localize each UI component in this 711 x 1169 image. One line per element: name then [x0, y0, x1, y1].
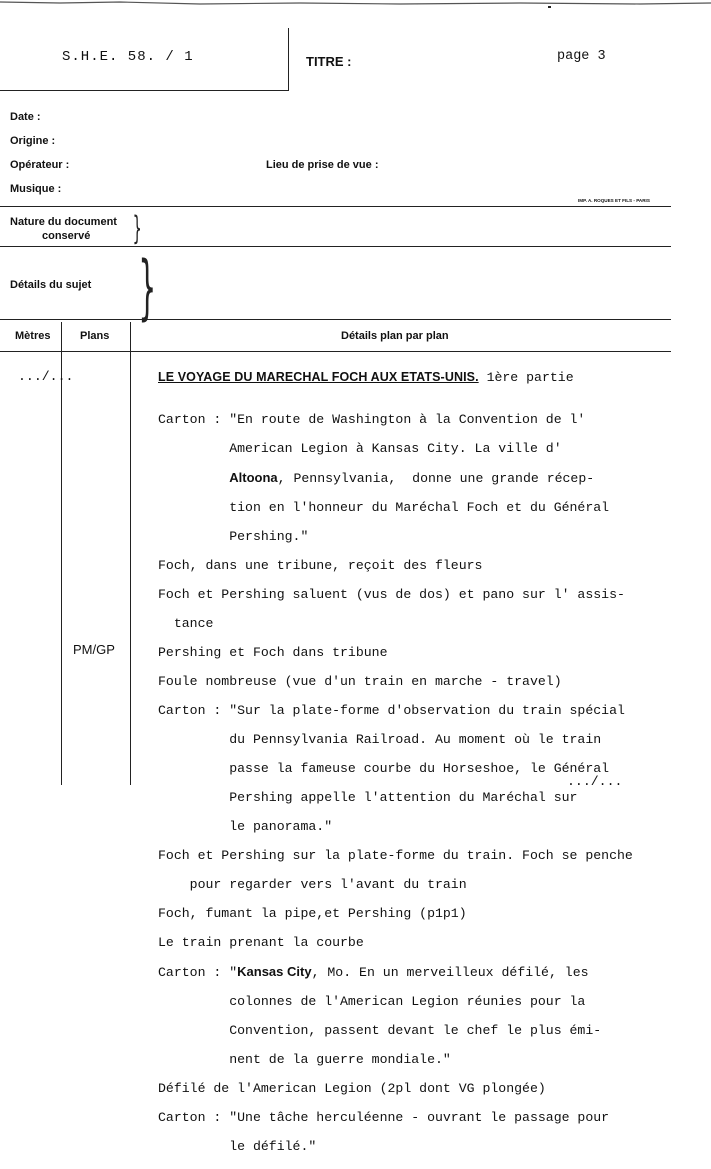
continuation-mark: .../... [567, 774, 623, 789]
line: le panorama." [158, 818, 333, 834]
line: Défilé de l'American Legion (2pl dont VG plongée) [158, 1080, 546, 1096]
rule-4 [0, 351, 671, 352]
sujet-brace: } [138, 246, 157, 328]
line: Pershing appelle l'attention du Maréchal sur [158, 789, 578, 805]
line: Carton : "En route de Washington à la Convention de l' [158, 411, 586, 427]
document-ref: S.H.E. 58. / 1 [62, 49, 194, 65]
line: nent de la guerre mondiale." [158, 1051, 451, 1067]
line: colonnes de l'American Legion réunies pour la [158, 993, 586, 1009]
nature-label-1: Nature du document [10, 216, 117, 228]
place-kansas-city: Kansas City [237, 963, 312, 979]
col-details: Détails plan par plan [341, 330, 449, 342]
line: Foch et Pershing sur la plate-forme du train. Foch se penche [158, 847, 633, 863]
line: Foch, dans une tribune, reçoit des fleurs [158, 557, 483, 573]
line: le défilé." [158, 1138, 317, 1154]
header-divider [288, 28, 289, 91]
sequence-title-row [158, 368, 574, 386]
operateur-label: Opérateur : [10, 159, 70, 171]
sequence-title: LE VOYAGE DU MARECHAL FOCH AUX ETATS-UNIS. [158, 370, 479, 384]
line: Pershing." [158, 528, 309, 544]
line: American Legion à Kansas City. La ville d' [158, 440, 562, 456]
titre-label: TITRE : [306, 54, 352, 69]
col-line-2 [130, 322, 131, 785]
nature-brace: } [132, 209, 142, 247]
line: tance [158, 615, 214, 631]
line: Altoona, Pennsylvania, donne une grande récep- [229, 469, 595, 486]
line: Le train prenant la courbe [158, 934, 364, 950]
plans-value: PM/GP [73, 642, 115, 657]
rule-3 [0, 319, 671, 320]
line: Carton : "Sur la plate-forme d'observation du train spécial [158, 702, 625, 718]
line: Foch, fumant la pipe,et Pershing (p1p1) [158, 905, 467, 921]
col-line-1 [61, 322, 62, 785]
line: Carton : "Une tâche herculéenne - ouvrant le passage pour [158, 1109, 610, 1125]
lieu-label: Lieu de prise de vue : [266, 159, 379, 171]
header-box-bottom [0, 90, 289, 91]
musique-label: Musique : [10, 183, 62, 195]
line: tion en l'honneur du Maréchal Foch et du Général [158, 499, 610, 515]
line: passe la fameuse courbe du Horseshoe, le Général [158, 760, 610, 776]
col-plans: Plans [80, 330, 110, 342]
scan-edge [0, 0, 711, 8]
col-metres: Mètres [15, 330, 51, 342]
shot-list [158, 398, 633, 1169]
details-sujet-label: Détails du sujet [10, 279, 92, 291]
line: Foch et Pershing saluent (vus de dos) et pano sur l' assis- [158, 586, 625, 602]
place-altoona: Altoona [229, 469, 278, 485]
line: Carton : "Kansas City, Mo. En un merveilleux défilé, les [158, 963, 589, 980]
line: du Pennsylvania Railroad. Au moment où le train [158, 731, 602, 747]
line: Pershing et Foch dans tribune [158, 644, 388, 660]
printer-imprint: IMP. A. ROQUES ET FILS - PARIS [578, 198, 650, 203]
line: pour regarder vers l'avant du train [158, 876, 467, 892]
metres-value: .../... [18, 369, 74, 384]
line: Foule nombreuse (vue d'un train en marche - travel) [158, 673, 562, 689]
origine-label: Origine : [10, 135, 56, 147]
rule-2 [0, 246, 671, 247]
rule-1 [0, 206, 671, 207]
line: Convention, passent devant le chef le plus émi- [158, 1022, 602, 1038]
nature-label-2: conservé [42, 230, 91, 242]
sequence-part: 1ère partie [478, 370, 574, 385]
date-label: Date : [10, 111, 41, 123]
page-number: page 3 [557, 49, 606, 64]
